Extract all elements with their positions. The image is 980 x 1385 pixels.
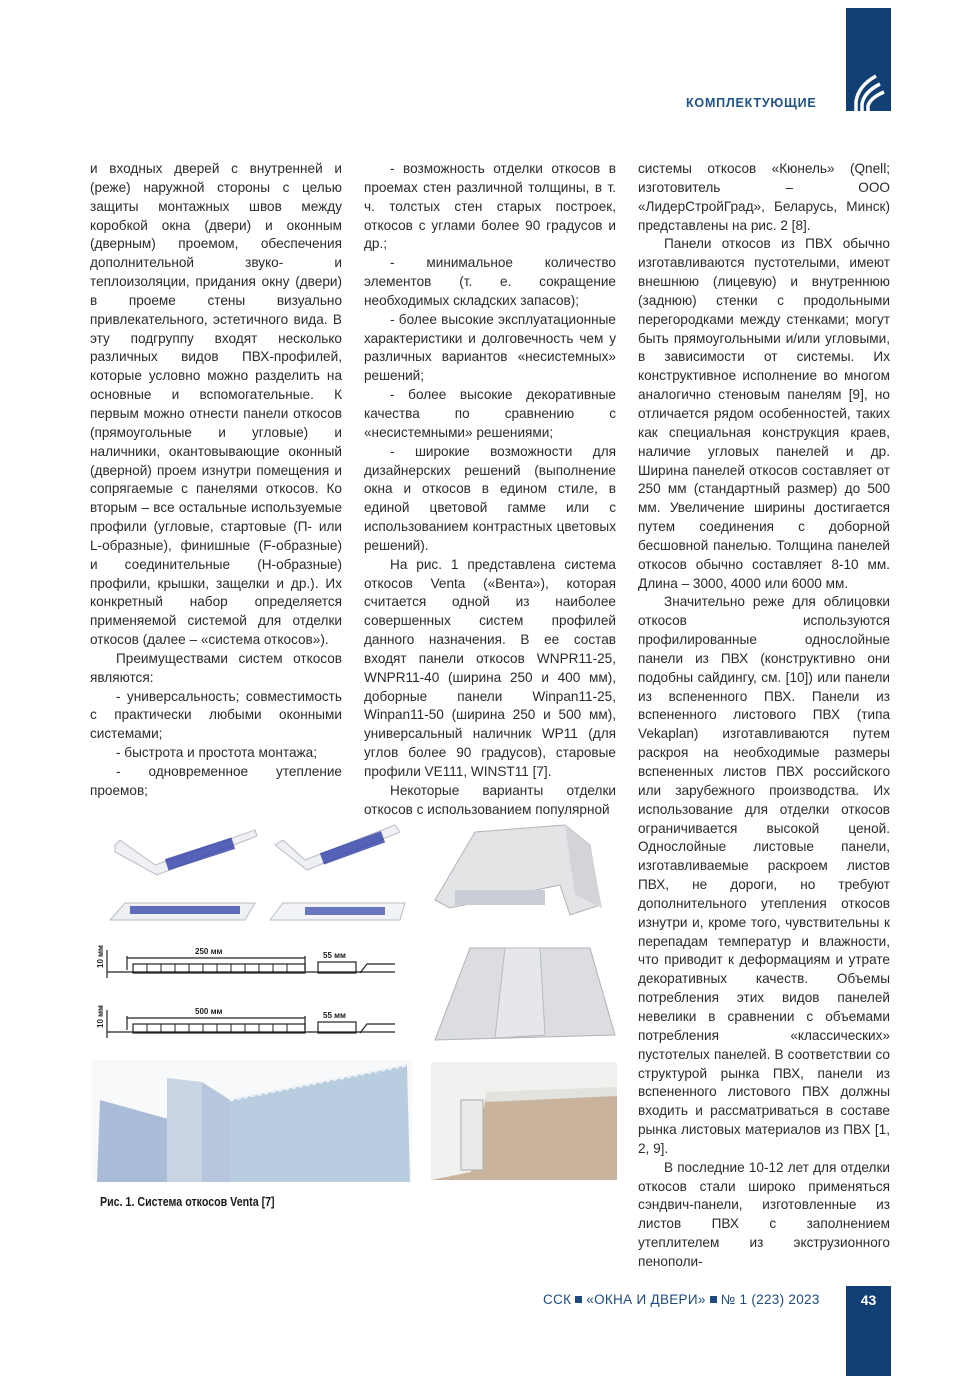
text-column-1 — [90, 160, 342, 801]
paragraph: и входных дверей с внутренней и (реже) наружной стороны с целью защиты монтажных швов между коробкой окна (двери) и оконным (дверным) проемом, обеспечения дополнительной звуко- и теплоизоляции, придания окну (двери) в проеме стены визуально привлекательного, эстетичного вида. В эту подгруппу входят несколько различных видов ПВХ-профилей, которые условно можно разделить на основные и вспомогательные. К первым можно отнести панели откосов (прямоугольные и угловые) и наличники, окантовывающие оконный (дверной) проем изнутри помещения и сопрягаемые с панелями откосов. Ко вторым – все остальные используемые профили (угловые, стартовые (П- или L-образные), финишные (F-образные) и соединительные (Н-образные) профили, крышки, защелки и др.). Их конкретный набор определяется применяемой системой для отделки откосов (далее – «система откосов»). — [90, 161, 342, 648]
list-item: - быстрота и простота монтажа; — [116, 745, 317, 761]
figure-profile-photo-2 — [430, 940, 618, 1045]
width-label-250: 250 мм — [195, 947, 223, 956]
thickness-label-1: 10 мм — [96, 945, 105, 968]
figure-profile-drawing — [95, 940, 415, 1040]
list-item: - минимальное количество элементов (т. е. сокращение необходимых складских запасов); — [364, 255, 616, 308]
footer-publication — [543, 1292, 820, 1307]
paragraph: Некоторые варианты отделки откосов с использованием популярной — [364, 782, 616, 817]
paragraph: Значительно реже для облицовки откосов используются профилированные однослойные панели из ПВХ (конструктивно они подобны сайдингу, см. [10]) или панели из вспененного ПВХ. Панели из вспененного листового ПВХ (типа Vekaplan) изготавливаются путем раскроя на необходимые размеры вспененных листов ПВХ российского или зарубежного производства. Их использование для отделки откосов ограничивается высокой ценой. Однослойные листовые панели, изготавливаемые раскроем листов ПВХ, не дороги, но требуют дополнительного утепления откосов изнутри и, кроме того, чувствительны к перепадам температур и влажности, что приводит к деформациям и утрате декоративных качеств. Объемы потребления этих видов панелей невелики в сравнении с объемами потребления «классических» пустотелых панелей. В соответствии со структурой рынка ПВХ, панели из вспененного листового ПВХ должны входить и рассматриваться в составе рынка листовых материалов из ПВХ [1, 2, 9]. — [638, 594, 890, 1156]
figure-windowsill-photo — [431, 1062, 617, 1180]
paragraph: Преимуществами систем откосов являются: — [90, 650, 342, 685]
section-label: КОМПЛЕКТУЮЩИЕ — [686, 96, 817, 110]
footer-part-1: ССК — [543, 1292, 572, 1307]
header-tab — [846, 8, 891, 111]
paragraph: В последние 10-12 лет для отделки откосов стали широко применяться сэндвич-панели, изготовленные из листов ПВХ с заполнением утеплителем из экструзионного пенополи- — [638, 1159, 890, 1269]
page-number: 43 — [860, 1292, 877, 1308]
list-item: - более высокие эксплуатационные характеристики и долговечность чем у различных вариантов «несистемных» решений; — [364, 311, 616, 384]
square-bullet-icon — [575, 1296, 582, 1303]
list-item: - широкие возможности для дизайнерских решений (выполнение окна и откосов в едином стиле, в единой цветовой гамме или с использованием контрастных цветовых решений). — [364, 443, 616, 553]
figure-corner-photo — [92, 1060, 412, 1182]
text-column-2 — [364, 160, 616, 820]
joint-label-1: 55 мм — [323, 951, 346, 960]
footer-part-2: «ОКНА И ДВЕРИ» — [586, 1292, 706, 1307]
joint-label-2: 55 мм — [323, 1011, 346, 1020]
figure-caption: Рис. 1. Система откосов Venta [7] — [100, 1194, 275, 1209]
width-label-500: 500 мм — [195, 1007, 223, 1016]
footer-part-3: № 1 (223) 2023 — [720, 1292, 820, 1307]
company-logo-icon — [850, 72, 888, 116]
figure-panel-photos — [95, 820, 415, 925]
paragraph: Панели откосов из ПВХ обычно изготавливаются пустотелыми, имеют внешнюю (лицевую) и внутреннюю (заднюю) стенки с продольными перегородками между стенками; могут быть прямоугольными и/или угловыми, в зависимости от системы. Их конструктивное исполнение во многом аналогично стеновым панелям [9], но отличается рядом особенностей, таких как специальная конструкция краев, наличие угловых панелей и др. Ширина панелей откосов составляет от 250 мм (стандартный размер) до 500 мм. Увеличение ширины достигается путем соединения с доборной бесшовной панелью. Толщина панелей откосов обычно составляет 8-10 мм. Длина – 3000, 4000 или 6000 мм. — [638, 236, 890, 591]
list-item: - одновременное утепление проемов; — [90, 764, 342, 798]
paragraph: системы откосов «Кюнель» (Qnell; изготовитель – ООО «ЛидерСтройГрад», Беларусь, Минск) представлены на рис. 2 [8]. — [638, 161, 890, 233]
list-item: - возможность отделки откосов в проемах стен различной толщины, в т. ч. толстых стен старых построек, откосов с углами более 90 градусов и др.; — [364, 161, 616, 252]
footer-tab — [846, 1286, 891, 1376]
square-bullet-icon — [710, 1296, 717, 1303]
paragraph: На рис. 1 представлена система откосов Venta («Вента»), которая считается одной из наиболее совершенных систем профилей данного назначения. В ее состав входят панели откосов WNPR11-25, WNPR11-40 (ширина 250 и 400 мм), доборные панели Winpan11-25, Winpan11-50 (ширина 250 и 500 мм), универсальный наличник WP11 (для углов более 90 градусов), старовые профили VE111, WINST11 [7]. — [364, 556, 616, 779]
list-item: - универсальность; совместимость с практически любыми оконными системами; — [90, 688, 342, 742]
text-column-3 — [638, 160, 890, 1272]
thickness-label-2: 10 мм — [96, 1005, 105, 1028]
list-item: - более высокие декоративные качества по сравнению с «несистемными» решениями; — [364, 387, 616, 440]
figure-profile-photo-1 — [430, 820, 618, 930]
